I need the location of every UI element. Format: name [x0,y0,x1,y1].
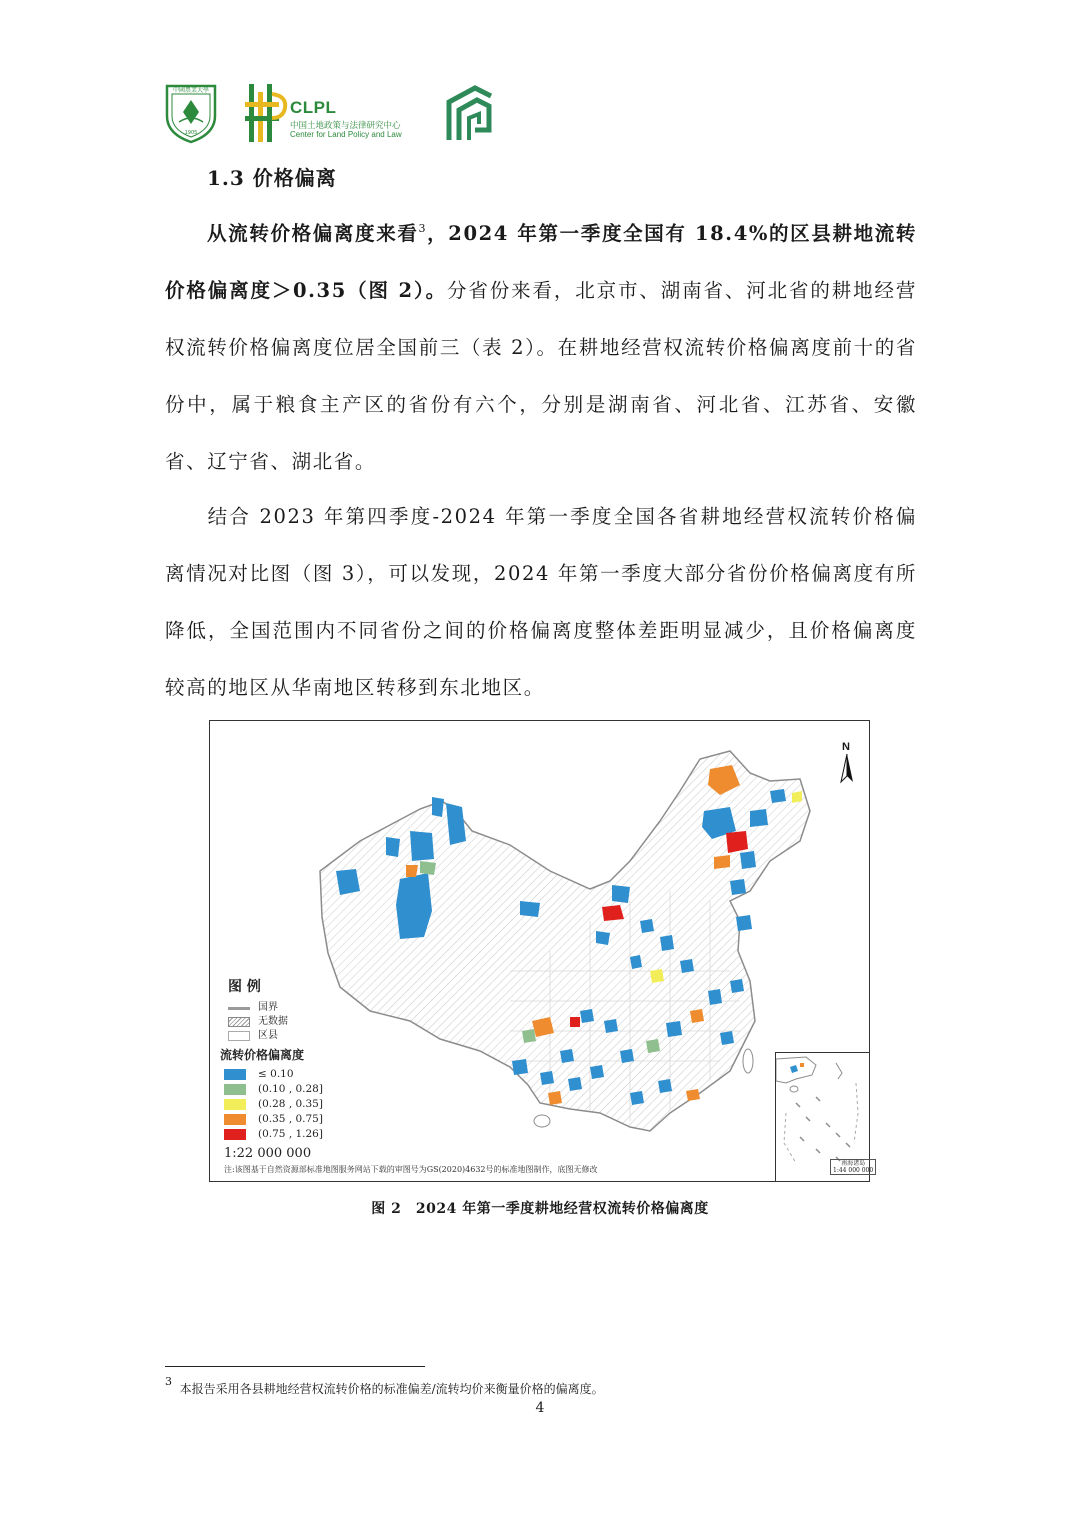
degree-label: (0.75 , 1.26] [258,1128,323,1140]
degree-label: (0.35 , 0.75] [258,1113,323,1125]
map-figure [209,720,874,1182]
degree-swatch [224,1129,246,1140]
legend-county: 区县 [228,1026,278,1040]
clpl-name: CLPL [290,98,337,117]
map-scale: 1:22 000 000 [224,1146,312,1161]
degree-swatch [224,1069,246,1080]
degree-swatch [224,1114,246,1125]
hatch-pattern-icon [228,1017,250,1027]
figure-caption: 图 2 2024 年第一季度耕地经营权流转价格偏离度 [371,1201,709,1217]
north-arrow-icon [837,754,857,784]
paragraph-comparison-text: 结合 2023 年第四季度-2024 年第一季度全国各省耕地经营权流转价格偏离情况对比图（图 3），可以发现，2024 年第一季度大部分省份价格偏离度有所降低，全国范围内不同省份之间的价格偏离度整体差距明显减少，且价格偏离度较高的地区从华南地区转移到东北地区。 [165,505,917,699]
degree-legend-title: 流转价格偏离度 [220,1048,305,1062]
south-china-sea-inset [775,1052,874,1181]
map-source-note: 注:该图基于自然资源部标准地图服务网站下载的审图号为GS(2020)4632号的标准地图制作，底图无修改 [224,1165,598,1174]
legend-no-data: 无数据 [228,1012,288,1026]
clpl-mark-icon [245,82,289,146]
degree-label: (0.10 , 0.28] [258,1083,323,1095]
north-arrow [837,741,857,783]
clpl-logo [245,82,425,146]
inset-label: 南海诸岛 1:44 000 000 [830,1159,876,1175]
svg-text:中國農業大學: 中國農業大學 [172,87,210,94]
legend-boundary: 国界 [228,998,278,1012]
header-logos [163,80,523,148]
degree-class-0 [224,1068,294,1080]
footnote-ref: 3 [418,222,428,235]
china-outline [320,751,810,1131]
footnote [165,1375,604,1397]
paragraph-body: 分省份来看，北京市、湖南省、河北省的耕地经营权流转价格偏离度位居全国前三（表 2）。在耕地经营权流转价格偏离度前十的省份中，属于粮食主产区的省份有六个，分别是湖南省、河北省、江苏省、安徽省、辽宁省、湖北省。 [165,279,918,473]
county-box-icon [228,1031,250,1041]
paragraph-price-deviation [165,205,917,490]
north-label: N [842,741,850,753]
degree-class-3 [224,1113,323,1125]
university-emblem-icon [163,82,219,144]
paragraph-lead-b: ，2024 年第一季度全国有 18.4%的区县耕地流转价格偏离度＞0.35（图 2）。 [165,222,917,302]
footnote-divider [165,1366,425,1367]
page-number: 4 [535,1400,545,1416]
degree-label: (0.28 , 0.35] [258,1098,323,1110]
clpl-english-name: Center for Land Policy and Law [290,130,402,139]
degree-swatch [224,1084,246,1095]
degree-class-2 [224,1098,323,1110]
legend-title: 图 例 [228,979,261,995]
degree-swatch [224,1099,246,1110]
footnote-text: 本报告采用各县耕地经营权流转价格的标准偏差/流转均价来衡量价格的偏离度。 [179,1382,604,1396]
clpl-chinese-name: 中国土地政策与法律研究中心 [290,120,401,130]
china-map [210,721,868,1181]
paragraph-lead-a: 从流转价格偏离度来看 [207,222,419,245]
footnote-marker: 3 [165,1375,172,1388]
paragraph-comparison [165,488,917,716]
partner-logo-icon [445,84,495,144]
section-heading: 1.3 价格偏离 [207,166,337,190]
degree-label: ≤ 0.10 [258,1068,294,1080]
boundary-line-icon [228,1007,250,1010]
degree-class-4 [224,1128,323,1140]
degree-class-1 [224,1083,323,1095]
svg-text:1905: 1905 [184,130,198,136]
